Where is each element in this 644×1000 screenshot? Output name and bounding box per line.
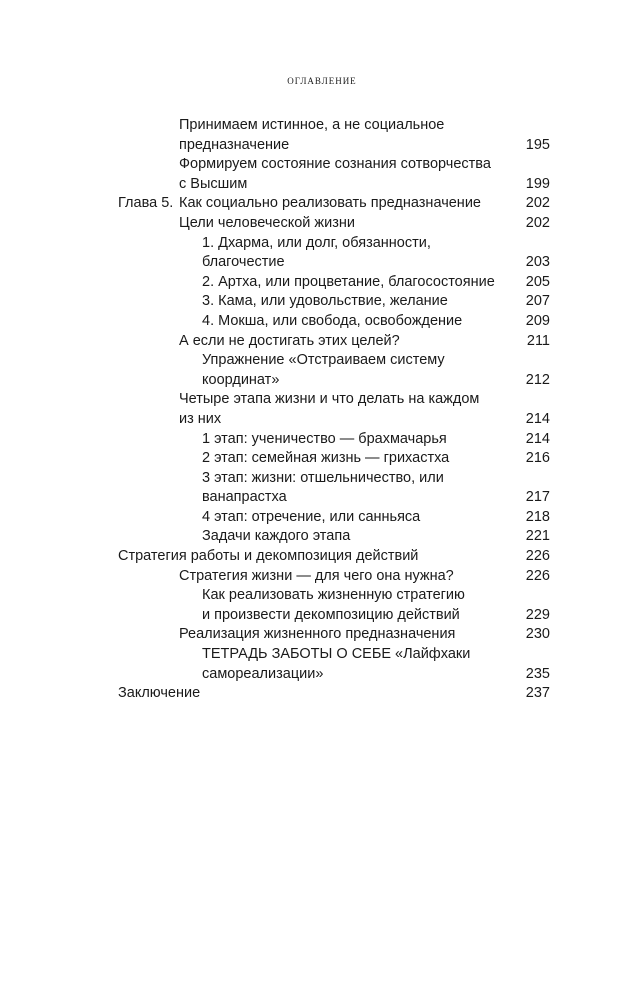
toc-entry [118,508,550,528]
toc-entry-title: 3 этап: жизни: отшельничество, или ванапрастха [202,469,444,506]
toc-entry [118,390,550,429]
toc-entry [118,430,550,450]
toc-entry-page-number: 229 [525,606,550,623]
toc-entry-page-number: 226 [525,548,550,565]
toc-entry-title: Стратегия работы и декомпозиция действий [118,548,419,565]
toc-entry-page-number: 217 [525,489,550,506]
toc-entry-page-number: 205 [525,273,550,290]
toc-entry-page-number: 199 [525,175,550,192]
toc-entry [118,273,550,293]
toc-entry-page-number: 221 [525,528,550,545]
toc-entry [118,586,550,625]
toc-entry [118,155,550,194]
toc-entry-page-number: 216 [525,450,550,467]
toc-entry-title: Цели человеческой жизни [179,214,355,231]
toc-entry [118,116,550,155]
toc-entry-page-number: 214 [525,430,550,447]
toc-entry-page-number: 214 [525,410,550,427]
toc-entry-page-number: 212 [525,371,550,388]
toc-entry-title: 2. Артха, или процветание, благосостояние [202,273,495,290]
toc-entry-title: Принимаем истинное, а не социальное предназначение [179,117,445,153]
toc-entry-title: Стратегия жизни — для чего она нужна? [179,567,454,584]
toc-entry-title: Заключение [118,685,201,702]
toc-entry-page-number: 207 [525,293,550,310]
toc-entry-prefix: Глава 5. [118,195,174,212]
toc-entry-title: 3. Кама, или удовольствие, желание [202,293,448,310]
toc-entry-page-number: 211 [526,332,550,349]
toc-entry [118,645,550,684]
toc-entry-title: 4 этап: отречение, или санньяса [202,508,421,525]
toc-entry-title: Формируем состояние сознания сотворчества с Высшим [179,156,491,192]
toc-entry-title: Четыре этапа жизни и что делать на каждом из них [179,391,480,427]
toc-entry-title: Задачи каждого этапа [202,528,351,545]
toc-entry-title: Как реализовать жизненную стратегию и произвести декомпозицию действий [202,587,465,623]
toc-entry [118,449,550,469]
toc-entry [118,332,550,352]
toc-entry-title: 1. Дхарма, или долг, обязанности, благочестие [202,234,431,271]
toc-entry-title: 2 этап: семейная жизнь — грихастха [202,450,450,467]
toc-entry [118,547,550,567]
toc-entry [118,684,550,704]
toc-entry-title: Реализация жизненного предназначения [179,626,456,643]
toc-entry-title: А если не достигать этих целей? [179,332,400,349]
toc-entry-title: 4. Мокша, или свобода, освобождение [202,312,463,329]
toc-entry-page-number: 218 [525,508,550,525]
toc-entry [118,234,550,273]
toc-entry [118,312,550,332]
toc-entry [118,469,550,508]
toc-entry-page-number: 235 [525,665,550,682]
toc-entry-page-number: 237 [525,685,550,702]
toc-entry-page-number: 202 [525,195,550,212]
toc-entry-page-number: 230 [525,626,550,643]
toc-entry-page-number: 209 [525,312,550,329]
toc-entry-page-number: 195 [525,136,550,153]
toc-entry-page-number: 226 [525,567,550,584]
toc-entry [118,351,550,390]
toc-entry-page-number: 203 [525,254,550,271]
toc-entry [118,527,550,547]
toc-entry-page-number: 202 [525,214,550,231]
toc-entry-title: Упражнение «Отстраиваем систему координат» [202,352,445,388]
toc-entry [118,625,550,645]
toc-entry [118,567,550,587]
toc-entry-title: ТЕТРАДЬ ЗАБОТЫ О СЕБЕ «Лайфхаки самореализации» [202,646,471,682]
toc-entry-title: 1 этап: ученичество — брахмачарья [202,430,447,447]
toc-entry [118,194,550,214]
toc-entry [118,292,550,312]
toc-entry-title: Как социально реализовать предназначение [179,195,481,212]
table-of-contents [118,116,550,704]
toc-entry [118,214,550,234]
page-title: оглавление [287,72,357,87]
